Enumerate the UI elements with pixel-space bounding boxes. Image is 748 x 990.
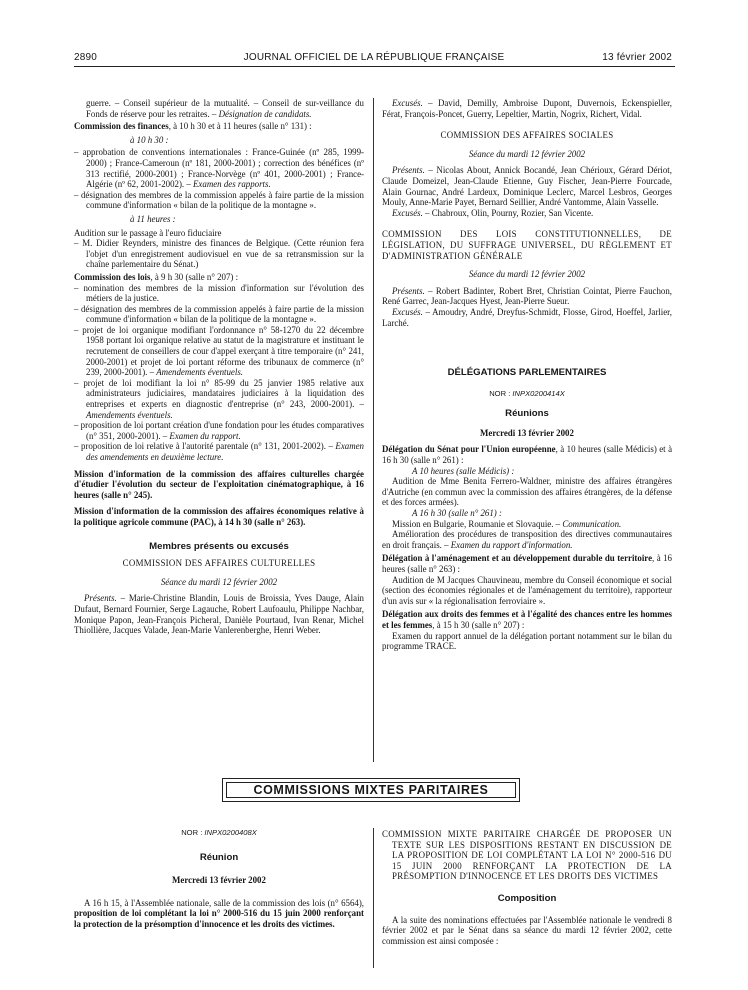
lois-heading: Commission des lois, à 9 h 30 (salle n° 207) : bbox=[74, 271, 239, 282]
lois-item: – proposition de loi portant création d'une fondation pour les études comparatives (n° 351, 2000-2001). – Examen du rapport. bbox=[74, 420, 364, 441]
cmp-reunion-text: A 16 h 15, à l'Assemblée nationale, salle de la commission des lois (n° 6564), proposition de loi complétant la loi n° 2000-516 du 15 juin 2000 renforçant la protection de la présomption d'innocence et les droits des victimes. bbox=[74, 897, 364, 929]
mercredi-heading: Mercredi 13 février 2002 bbox=[480, 427, 574, 438]
ue-amelioration: Amélioration des procédures de transposition des directives communautaires en droit français. – Examen du rapport d'information. bbox=[382, 529, 672, 550]
composition-heading: Composition bbox=[497, 892, 557, 904]
ue-16h: A 16 h 30 (salle n° 261) : bbox=[412, 508, 502, 519]
finances-heading: Commission des finances, à 10 h 30 et à 11 heures (salle n° 131) : bbox=[74, 121, 312, 132]
finances-item: – désignation des membres de la commission appelés à faire partie de la mission commune d'information « bilan de la politique de la montagne ». bbox=[74, 189, 364, 211]
ue-10h: A 10 heures (salle Médicis) : bbox=[412, 465, 515, 476]
lois-const-excuses: Excusés. – Amoudry, André, Dreyfus-Schmidt, Flosse, Girod, Hoeffel, Jarlier, Larché. bbox=[382, 306, 672, 328]
finances-audition: Audition sur le passage à l'euro fiduciaire bbox=[74, 227, 222, 238]
cmp-banner bbox=[222, 778, 520, 802]
header-date: 13 février 2002 bbox=[602, 52, 672, 63]
lois-const-presents: Présents. – Robert Badinter, Robert Bret, Christian Cointat, Pierre Fauchon, René Garrec, Jean-Jacques Hyest, Jean-Pierre Sueur. bbox=[382, 285, 672, 307]
header-rule bbox=[74, 66, 675, 67]
mission-pac: Mission d'information de la commission des affaires économiques relative à la politique agricole commune (PAC), à 14 h 30 (salle n° 263). bbox=[74, 506, 364, 527]
bottom-right-column bbox=[382, 829, 672, 946]
finances-item: – M. Didier Reynders, ministre des finances de Belgique. (Cette réunion fera l'objet d'un enregistrement audiovisuel en vue de sa retransmission sur la chaîne parlementaire du Sénat.) bbox=[74, 238, 364, 270]
bottom-column-divider bbox=[373, 828, 374, 968]
sociales-date: Séance du mardi 12 février 2002 bbox=[468, 148, 586, 159]
culturelles-title: COMMISSION DES AFFAIRES CULTURELLES bbox=[122, 558, 316, 569]
mission-cinema: Mission d'information de la commission des affaires culturelles chargée d'étudier l'évolution du secteur de l'exploitation cinématographique, à 16 heures (salle n° 245). bbox=[74, 468, 364, 500]
column-divider bbox=[373, 98, 374, 762]
finances-item: – approbation de conventions internationales : France-Guinée (nº 285, 1999-2000) ; France-Cameroun (nº 181, 2000-2001) ; correction des bénéfices (nº 313 rectifié, 2000-2001) ; France-Norvège (nº 401, 2000-2001) ; France-Algérie (nº 62, 2001-2002). – Examen des rapports. bbox=[74, 147, 364, 190]
sociales-title: COMMISSION DES AFFAIRES SOCIALES bbox=[440, 130, 614, 141]
culturelles-date: Séance du mardi 12 février 2002 bbox=[160, 576, 278, 587]
page-number: 2890 bbox=[74, 52, 98, 63]
finances-10h30: à 10 h 30 : bbox=[130, 134, 169, 145]
sociales-presents: Présents. – Nicolas About, Annick Bocandé, Jean Chérioux, Gérard Dériot, Claude Domeizel, Jean-Claude Etienne, Guy Fischer, Jean-Pierre Fourcade, Alain Gournac, André Lardeux, Dominique Leclerc, Marcel Lesbros, Georges Mouly, Anne-Marie Payet, Bernard Seillier, André Vantomme, Alain Vasselle. bbox=[382, 165, 672, 208]
lois-item: – projet de loi modifiant la loi n° 85-99 du 25 janvier 1985 relative aux administrateurs judiciaires, mandataires judiciaires à la liquidation des entreprises et experts en diagnostic d'entreprise (n° 243, 2000-2001). – Amendements éventuels. bbox=[74, 377, 364, 420]
femmes-heading: Délégation aux droits des femmes et à l'égalité des chances entre les hommes et les femmes, à 15 h 30 (salle n° 207) : bbox=[382, 609, 672, 630]
lois-const-date: Séance du mardi 12 février 2002 bbox=[468, 269, 586, 280]
delegations-heading: DÉLÉGATIONS PARLEMENTAIRES bbox=[447, 367, 607, 379]
amenagement-heading: Délégation à l'aménagement et au développement durable du territoire, à 16 heures (salle n° 263) : bbox=[382, 553, 672, 574]
right-column bbox=[382, 98, 672, 652]
membres-heading: Membres présents ou excusés bbox=[149, 540, 289, 552]
nor-delegations: NOR : INPX0200414X bbox=[489, 388, 565, 398]
cmp-mercredi: Mercredi 13 février 2002 bbox=[172, 875, 266, 886]
ue-heading: Délégation du Sénat pour l'Union européenne, à 10 heures (salle Médicis) et à 16 h 30 (salle n° 261) : bbox=[382, 444, 673, 466]
reunion-heading: Réunion bbox=[199, 851, 239, 863]
ue-mission: Mission en Bulgarie, Roumanie et Slovaquie. – Communication. bbox=[392, 518, 622, 529]
reunions-heading: Réunions bbox=[505, 408, 549, 420]
cmp-title: COMMISSION MIXTE PARITAIRE CHARGÉE DE PROPOSER UN TEXTE SUR LES DISPOSITIONS RESTANT EN DISCUSSION DE LA PROPOSITION DE LOI COMPLÉTANT LA LOI N° 2000-516 DU 15 JUIN 2000 RENFORÇANT LA PROTECTION DE LA PRÉSOMPTION D'INNOCENCE ET LES DROITS DES VICTIMES bbox=[382, 829, 672, 882]
composition-text: A la suite des nominations effectuées par l'Assemblée nationale le vendredi 8 février 2002 et par le Sénat dans sa séance du mardi 12 février 2002, cette commission est ainsi composée : bbox=[382, 914, 672, 946]
sociales-excuses: Excusés. – Chabroux, Olin, Pourny, Rozier, San Vicente. bbox=[392, 207, 594, 218]
excuses-culturelles: Excusés. – David, Demilly, Ambroise Dupont, Duvernois, Eckenspieller, Férat, François-Poncet, Guerry, Lepeltier, Martin, Nogrix, Richert, Vidal. bbox=[382, 98, 672, 119]
ue-audition: Audition de Mme Benita Ferrero-Waldner, ministre des affaires étrangères d'Autriche (en commun avec la commission des affaires étrangères, de la défense et des forces armées). bbox=[382, 476, 672, 508]
lois-const-title: COMMISSION DES LOIS CONSTITUTIONNELLES, DE LÉGISLATION, DU SUFFRAGE UNIVERSEL, DU RÈGLEMENT ET D'ADMINISTRATION GÉNÉRALE bbox=[382, 229, 672, 261]
lois-item: – projet de loi organique modifiant l'ordonnance n° 58-1270 du 22 décembre 1958 portant loi organique relative au statut de la magistrature et instituant le recrutement de conseillers de cour d'appel exerçant à titre temporaire (n° 241, 2000-2001) et projet de loi portant réforme des tribunaux de commerce (n° 239, 2000-2001). – Amendements éventuels. bbox=[74, 324, 364, 378]
lois-item: – désignation des membres de la commission appelés à faire partie de la mission commune d'information « bilan de la politique de la montagne ». bbox=[74, 303, 364, 325]
amenagement-text: Audition de M Jacques Chauvineau, membre du Conseil économique et social (section des économies régionales et de l'aménagement du territoire), rapporteur d'un avis sur « la régionalisation ferroviaire ». bbox=[382, 574, 672, 606]
lois-item: – proposition de loi relative à l'autorité parentale (n° 131, 2001-2002). – Examen des amendements en deuxième lecture. bbox=[74, 441, 364, 462]
intro-paragraph: guerre. – Conseil supérieur de la mutualité. – Conseil de sur-veillance du Fonds de réserve pour les retraites. – Désignation de candidats. bbox=[86, 98, 364, 119]
finances-11h: à 11 heures : bbox=[130, 213, 176, 224]
cmp-banner-title: COMMISSIONS MIXTES PARITAIRES bbox=[226, 782, 516, 798]
journal-title: JOURNAL OFFICIEL DE LA RÉPUBLIQUE FRANÇAISE bbox=[243, 52, 505, 63]
culturelles-presents: Présents. – Marie-Christine Blandin, Louis de Broissia, Yves Dauge, Alain Dufaut, Bernard Fournier, Serge Lagauche, Robert Laufoaulu, Philippe Nachbar, Monique Papon, Jean-François Picheral, Danièle Pourtaud, Ivan Renar, Michel Thiollière, Jacques Valade, Jean-Marie Vanlerenberghe, Henri Weber. bbox=[74, 593, 364, 636]
left-column bbox=[74, 98, 364, 636]
bottom-left-column bbox=[74, 828, 364, 930]
nor-cmp: NOR : INPX0200408X bbox=[181, 828, 257, 837]
femmes-text: Examen du rapport annuel de la délégation portant notamment sur le bilan du programme TRACE. bbox=[382, 630, 672, 652]
lois-item: – nomination des membres de la mission d'information sur l'évolution des métiers de la justice. bbox=[74, 282, 364, 304]
